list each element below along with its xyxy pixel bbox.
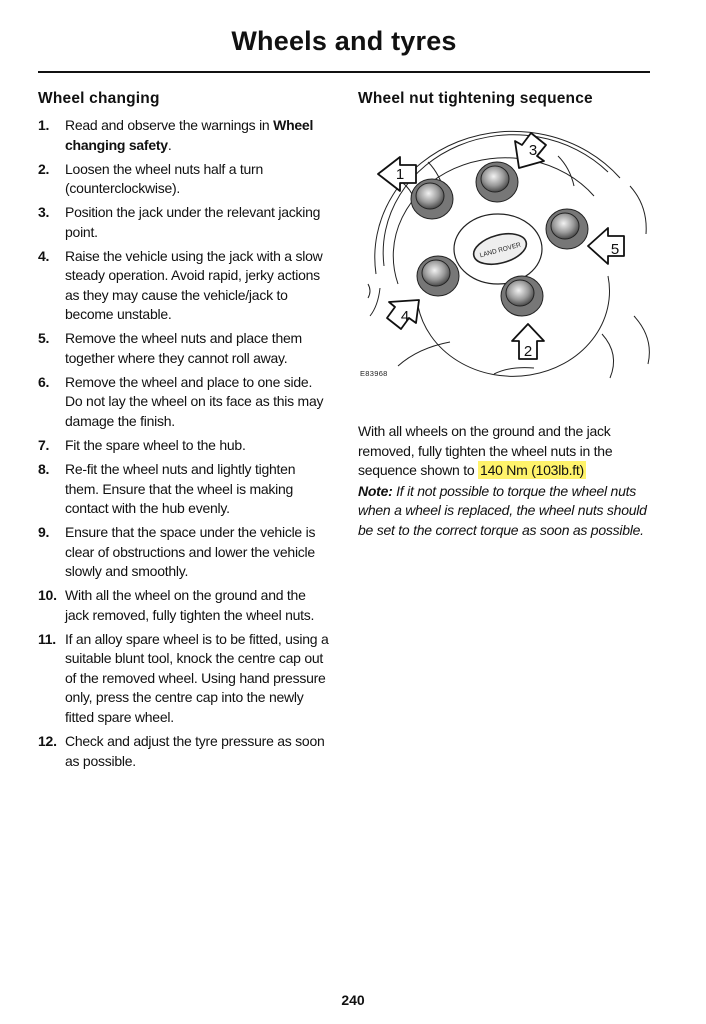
tightening-text: With all wheels on the ground and the jack removed, fully tighten the wheel nuts in the sequence shown to (358, 423, 613, 478)
wheel-changing-section (38, 90, 330, 776)
step-item (38, 523, 330, 582)
step-item (38, 732, 330, 771)
step-text: Raise the vehicle using the jack with a slow steady operation. Avoid rapid, jerky actions as they may cause the vehicle/jack to become unstable. (65, 247, 323, 323)
step-text: Read and observe the warnings in (65, 117, 274, 133)
step-number: 8. (38, 461, 50, 478)
wheel-diagram-svg (358, 116, 658, 388)
sequence-label-4: 4 (400, 308, 410, 325)
tightening-paragraph (358, 422, 658, 481)
step-item (38, 203, 330, 242)
step-item (38, 586, 330, 625)
wheel-changing-heading: Wheel changing (38, 90, 160, 107)
figure-code: E83968 (360, 369, 388, 378)
step-number: 1. (38, 117, 50, 133)
tightening-section (358, 90, 658, 540)
step-number: 6. (38, 373, 50, 390)
sequence-arrow-4 (387, 300, 419, 329)
step-text-end: . (167, 136, 172, 153)
sequence-label-2: 2 (523, 343, 533, 360)
step-text: Check and adjust the tyre pressure as soon as possible. (65, 733, 325, 769)
step-text: Loosen the wheel nuts half a turn (counterclockwise). (65, 160, 264, 197)
step-number: 3. (38, 204, 50, 221)
step-item (38, 116, 330, 155)
step-text: Remove the wheel nuts and place them together where they cannot roll away. (65, 330, 302, 366)
step-number: 2. (38, 160, 50, 177)
note-paragraph (358, 482, 658, 541)
tightening-heading: Wheel nut tightening sequence (358, 90, 593, 107)
step-number: 5. (38, 330, 50, 347)
wheel-nut-3 (476, 162, 518, 202)
step-number: 10. (38, 587, 57, 604)
wheel-nut-5 (546, 209, 588, 249)
centre-cap-logo-text: LAND ROVER (479, 241, 522, 260)
wheel-nut-4 (417, 256, 459, 296)
step-item (38, 630, 330, 728)
page-title: Wheels and tyres (231, 26, 457, 56)
step-item (38, 329, 330, 368)
sequence-arrow-1 (378, 157, 416, 191)
step-item (38, 436, 330, 456)
wheel-changing-steps (38, 116, 330, 771)
step-text: Re-fit the wheel nuts and lightly tighten them. Ensure that the wheel is making contact with the hub evenly. (65, 461, 296, 517)
wheel-nut-1 (411, 179, 453, 219)
step-item (38, 160, 330, 199)
page-number: 240 (341, 992, 365, 1008)
step-text: With all the wheel on the ground and the jack removed, fully tighten the wheel nuts. (65, 587, 315, 623)
torque-value-highlight: 140 Nm (103lb.ft) (480, 462, 584, 478)
wheel-nut-2 (501, 276, 543, 316)
sequence-arrow-5 (588, 228, 624, 264)
step-number: 12. (38, 733, 57, 750)
step-text: If an alloy spare wheel is to be fitted, using a suitable blunt tool, knock the centre cap out of the removed wheel. Using hand pressure only, press the centre cap into the newly fitted spare wheel. (65, 630, 329, 725)
step-text: Fit the spare wheel to the hub. (65, 437, 246, 454)
sequence-label-1: 1 (395, 166, 405, 183)
step-number: 4. (38, 247, 50, 264)
sequence-label-3: 3 (528, 142, 538, 159)
step-text: Remove the wheel and place to one side. Do not lay the wheel on its face as this may damage the finish. (65, 373, 324, 429)
step-text: Position the jack under the relevant jacking point. (65, 204, 321, 240)
sequence-label-5: 5 (610, 241, 620, 258)
step-item (38, 247, 330, 325)
step-number: 11. (38, 630, 56, 647)
title-rule (38, 71, 650, 73)
step-number: 7. (38, 437, 50, 454)
step-link-text: Wheel changing safety (65, 117, 314, 153)
step-text: Ensure that the space under the vehicle is clear of obstructions and lower the vehicle slowly and smoothly. (65, 524, 316, 580)
centre-cap (454, 214, 542, 284)
wheel-nut-diagram (358, 116, 658, 388)
step-number: 9. (38, 524, 50, 541)
sequence-arrow-2 (512, 324, 544, 360)
note-text: If it not possible to torque the wheel nuts when a wheel is replaced, the wheel nuts should be set to the correct torque as soon as possible. (358, 482, 647, 538)
step-item (38, 373, 330, 432)
note-label: Note: (358, 482, 393, 499)
step-item (38, 460, 330, 519)
